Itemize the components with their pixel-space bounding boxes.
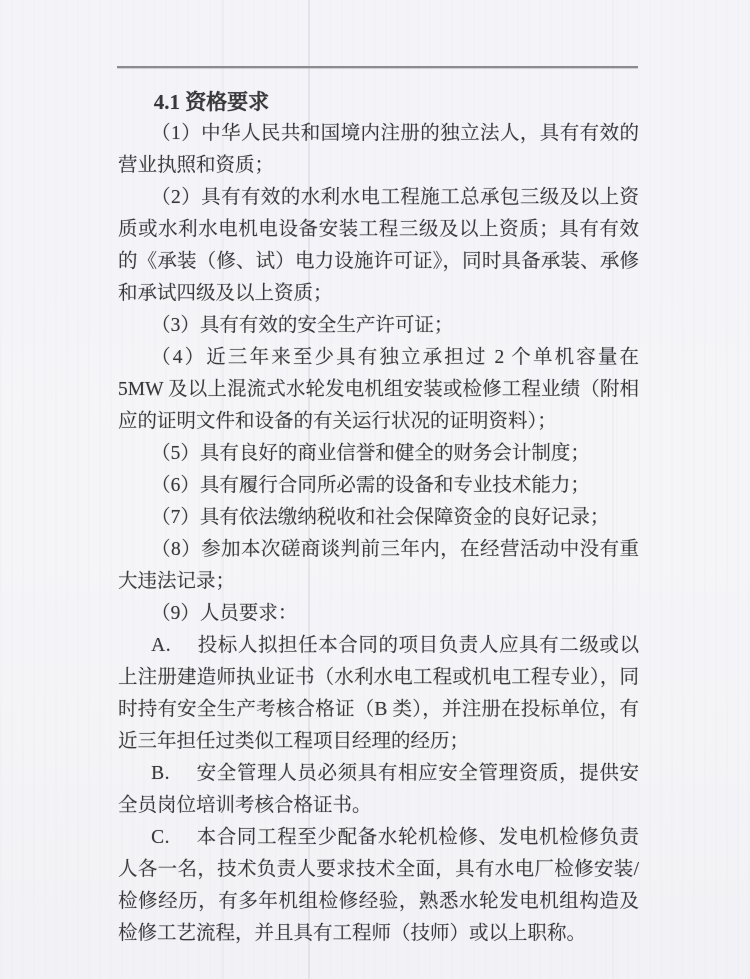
sub-item-paragraph xyxy=(118,630,639,758)
document-body xyxy=(118,86,639,950)
numbered-item-paragraph: （3）具有有效的安全生产许可证； xyxy=(151,315,454,336)
numbered-item-paragraph: （6）具有履行合同所必需的设备和专业技术能力； xyxy=(151,475,590,496)
numbered-item-paragraph: （5）具有良好的商业信誉和健全的财务会计制度； xyxy=(151,443,590,464)
numbered-item-paragraph: （2）具有有效的水利水电工程施工总承包三级及以上资质或水利水电机电设备安装工程三级及以上资质；具有有效的《承装（修、试）电力设施许可证》，同时具备承装、承修和承试四级及以上资质； xyxy=(118,187,639,304)
sub-item-text: 本合同工程至少配备水轮机检修、发电机检修负责人各一名，技术负责人要求技术全面，具有水电厂检修安装/检修经历，有多年机组检修经验，熟悉水轮发电机组构造及检修工艺流程，并且具有工程师（技师）或以上职称。 xyxy=(118,827,639,944)
section-heading xyxy=(118,86,639,118)
numbered-item-paragraph: （9）人员要求： xyxy=(151,603,298,624)
sub-item-label: A. xyxy=(151,635,172,656)
sub-item-label: B. xyxy=(151,763,171,784)
paragraph-list xyxy=(118,118,639,950)
sub-item-text: 投标人拟担任本合同的项目负责人应具有二级或以上注册建造师执业证书（水利水电工程或机电工程专业），同时持有安全生产考核合格证（B 类），并注册在投标单位，有近三年担任过类似工程项目经理的经历； xyxy=(118,635,639,752)
numbered-item-paragraph: （4）近三年来至少具有独立承担过 2 个单机容量在 5MW 及以上混流式水轮发电机组安装或检修工程业绩（附相应的证明文件和设备的有关运行状况的证明资料）； xyxy=(118,347,639,432)
sub-item-text: 安全管理人员必须具有相应安全管理资质，提供安全员岗位培训考核合格证书。 xyxy=(118,763,639,816)
numbered-item-paragraph: （8）参加本次磋商谈判前三年内，在经营活动中没有重大违法记录； xyxy=(118,539,639,592)
numbered-item-paragraph: （1）中华人民共和国境内注册的独立法人，具有有效的营业执照和资质； xyxy=(118,123,639,176)
numbered-item-paragraph: （7）具有依法缴纳税收和社会保障资金的良好记录； xyxy=(151,507,610,528)
sub-item-label: C. xyxy=(151,827,171,848)
header-rule xyxy=(117,66,638,68)
sub-item-paragraph xyxy=(118,822,639,950)
section-title: 资格要求 xyxy=(185,90,270,114)
section-number: 4.1 xyxy=(153,90,180,114)
sub-item-paragraph xyxy=(118,758,639,822)
